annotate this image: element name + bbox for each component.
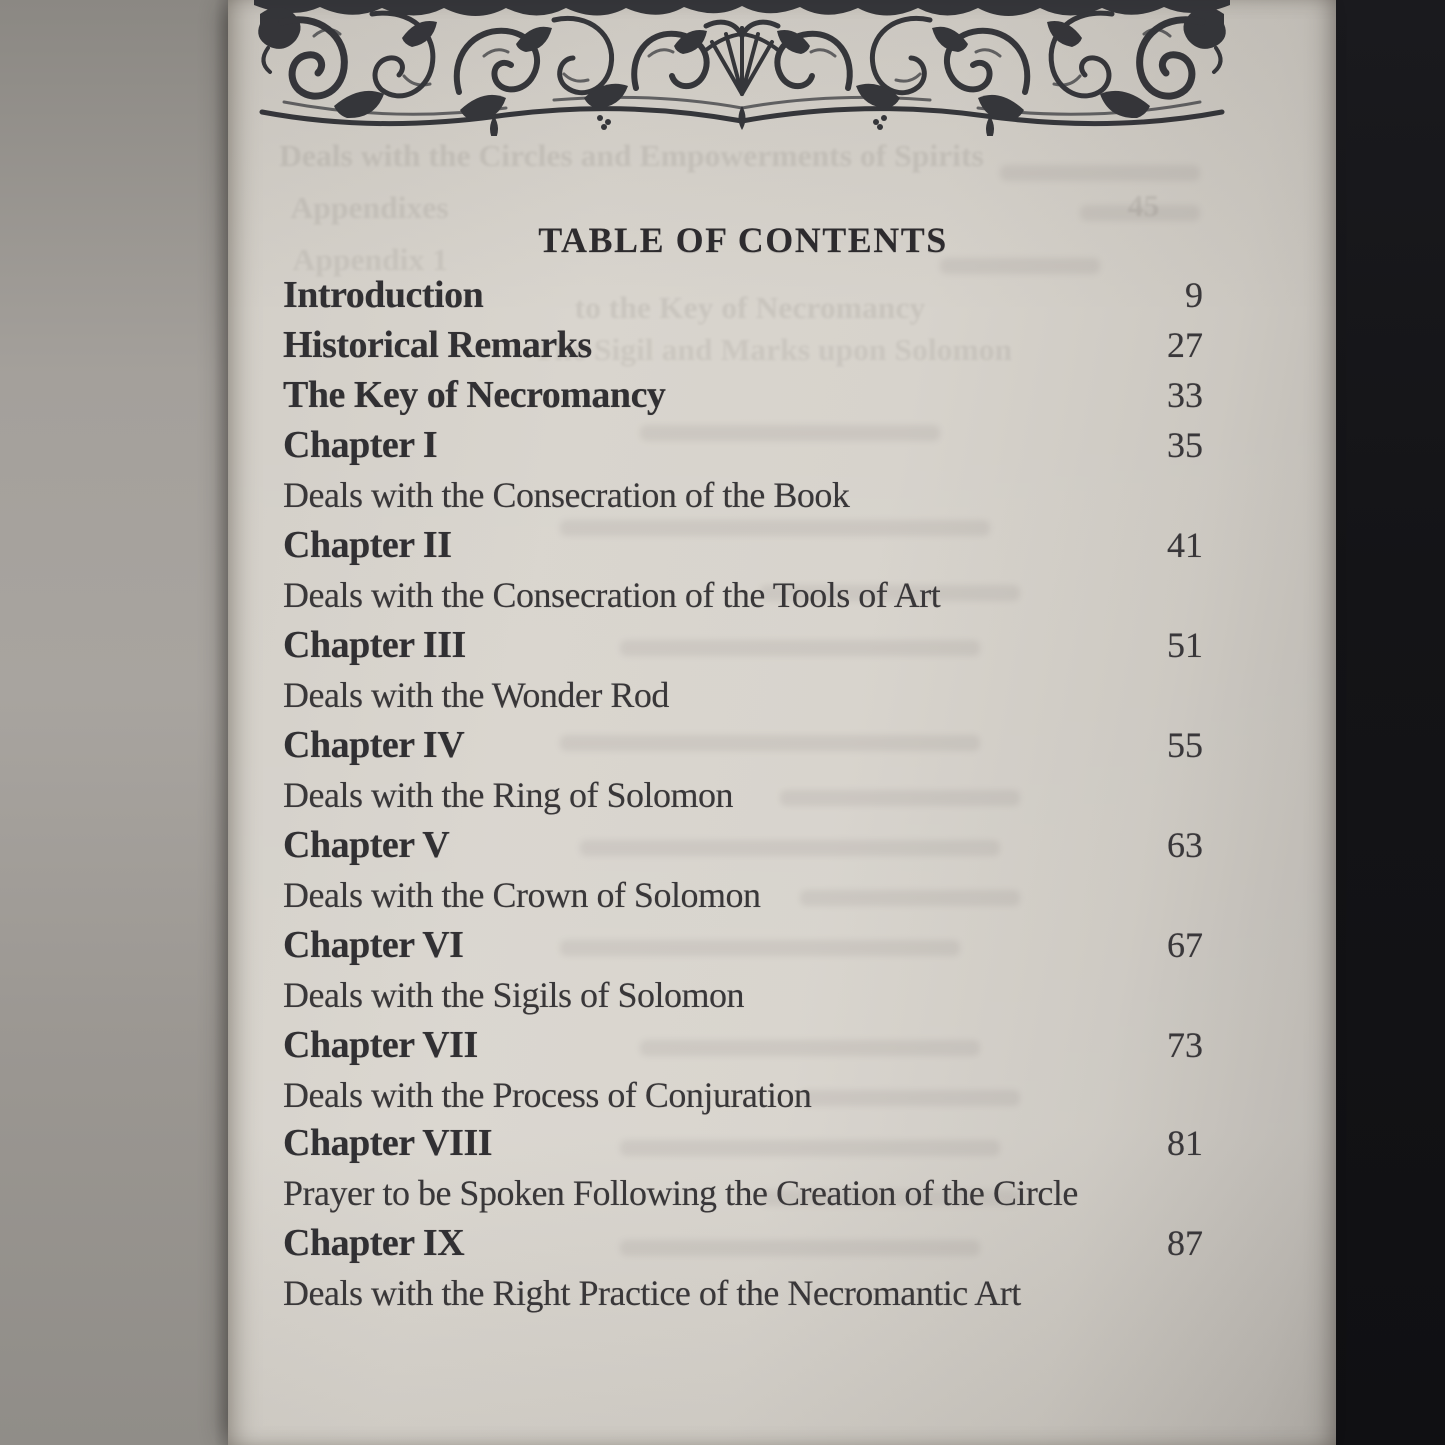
engraved-floral-headpiece-icon	[254, 0, 1230, 136]
bleed-through-text: Appendixes	[290, 190, 449, 225]
toc-entry-description: Deals with the Sigils of Solomon	[283, 975, 744, 1015]
toc-entry-description: Deals with the Consecration of the Book	[283, 475, 850, 515]
toc-entry-title: Chapter VI	[283, 924, 464, 966]
toc-entry-title: Chapter VII	[283, 1024, 478, 1066]
toc-entry-page-number: 41	[1167, 525, 1203, 565]
toc-entry-row	[283, 372, 1203, 418]
toc-entry-row	[283, 1120, 1203, 1166]
toc-entry-page-number: 35	[1167, 425, 1203, 465]
toc-entry-title: Chapter III	[283, 624, 466, 666]
toc-entry-page-number: 55	[1167, 725, 1203, 765]
toc-entry-title: Chapter IX	[283, 1222, 465, 1264]
toc-entry-row	[283, 922, 1203, 968]
toc-entry-title: Introduction	[283, 274, 484, 316]
bleed-through-text: Appendix 1	[292, 242, 449, 277]
toc-entry-page-number: 33	[1167, 375, 1203, 415]
toc-entry-title: Chapter II	[283, 524, 452, 566]
toc-entry-page-number: 67	[1167, 925, 1203, 965]
toc-entry-title: Chapter IV	[283, 724, 465, 766]
toc-entry-title: Chapter V	[283, 824, 450, 866]
bleed-through-blob	[1000, 165, 1200, 181]
toc-entry-row	[283, 822, 1203, 868]
bleed-through-text: to the Key of Necromancy	[574, 290, 926, 325]
toc-entry-title: The Key of Necromancy	[283, 374, 666, 416]
toc-entry-page-number: 87	[1167, 1223, 1203, 1263]
bleed-through-page-number: 45	[1127, 188, 1160, 223]
toc-entry-row	[283, 722, 1203, 768]
toc-entry-row	[283, 322, 1203, 368]
toc-entry-row	[283, 422, 1203, 468]
toc-entry-description: Prayer to be Spoken Following the Creation of the Circle	[283, 1173, 1078, 1213]
page-title: TABLE OF CONTENTS	[538, 220, 948, 260]
toc-entry-description: Deals with the Process of Conjuration	[283, 1075, 812, 1115]
toc-entry-page-number: 27	[1167, 325, 1203, 365]
toc-entry-description: Deals with the Wonder Rod	[283, 675, 669, 715]
toc-entry-page-number: 81	[1167, 1123, 1203, 1163]
toc-entry-row	[283, 522, 1203, 568]
toc-entry-row	[283, 1220, 1203, 1266]
toc-entry-description: Deals with the Consecration of the Tools of Art	[283, 575, 941, 615]
toc-entry-description: Deals with the Right Practice of the Necromantic Art	[283, 1273, 1021, 1313]
toc-entry-title: Historical Remarks	[283, 324, 592, 366]
bleed-through-text: The Sigil and Marks upon Solomon	[533, 332, 1013, 367]
toc-entry-row	[283, 1022, 1203, 1068]
toc-entry-page-number: 51	[1167, 625, 1203, 665]
toc-entry-description: Deals with the Ring of Solomon	[283, 775, 733, 815]
toc-entry-description: Deals with the Crown of Solomon	[283, 875, 761, 915]
toc-entry-page-number: 9	[1185, 275, 1203, 315]
toc-entry-row	[283, 622, 1203, 668]
toc-entry-page-number: 73	[1167, 1025, 1203, 1065]
ornamental-headpiece	[254, 0, 1230, 136]
toc-entry-page-number: 63	[1167, 825, 1203, 865]
side-surface	[0, 0, 240, 1445]
book-page	[228, 0, 1336, 1445]
toc-entry-row	[283, 272, 1203, 318]
toc-entry-title: Chapter VIII	[283, 1122, 493, 1164]
bleed-through-text: Deals with the Circles and Empowerments of Spirits	[279, 138, 984, 173]
toc-entry-title: Chapter I	[283, 424, 438, 466]
